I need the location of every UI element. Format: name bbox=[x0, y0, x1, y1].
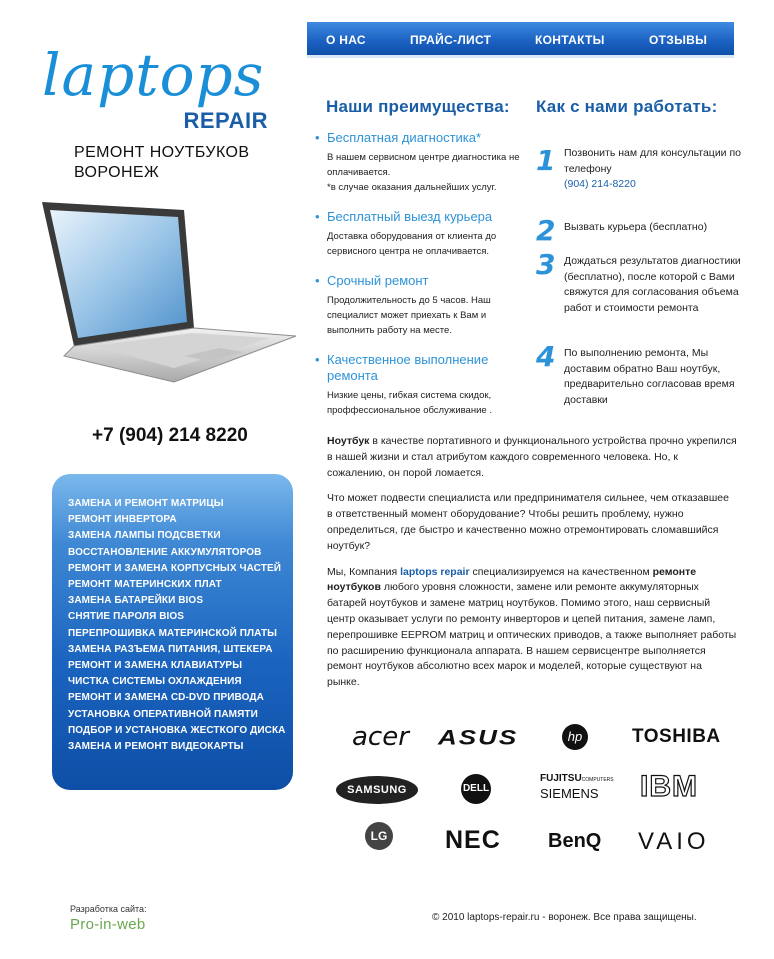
service-link[interactable]: ЧИСТКА СИСТЕМЫ ОХЛАЖДЕНИЯ bbox=[68, 676, 242, 688]
acer-logo: acer bbox=[352, 722, 409, 752]
step-item bbox=[536, 338, 742, 408]
article-paragraph bbox=[327, 565, 737, 691]
service-link[interactable]: ВОССТАНОВЛЕНИЕ АККУМУЛЯТОРОВ bbox=[68, 546, 262, 558]
step-text: По выполнению ремонта, Мы доставим обратно Ваш ноутбук, предварительно согласовав время доставки bbox=[564, 347, 735, 406]
computers-text: COMPUTERS bbox=[581, 777, 614, 783]
article-paragraph bbox=[327, 434, 737, 481]
service-link[interactable]: РЕМОНТ И ЗАМЕНА КОРПУСНЫХ ЧАСТЕЙ bbox=[68, 562, 282, 574]
site-logo[interactable] bbox=[42, 40, 282, 140]
service-link[interactable]: ПЕРЕПРОШИВКА МАТЕРИНСКОЙ ПЛАТЫ bbox=[68, 627, 278, 639]
company-name-link[interactable]: laptops repair bbox=[400, 565, 470, 578]
article-span: Мы, Компания bbox=[327, 565, 401, 578]
brand-logos bbox=[330, 710, 730, 860]
nav-reviews[interactable]: ОТЗЫВЫ bbox=[649, 33, 708, 47]
step-number: 4 bbox=[536, 340, 556, 373]
nav-price-list[interactable]: ПРАЙС-ЛИСТ bbox=[410, 33, 492, 47]
advantage-title: • Бесплатная диагностика* bbox=[327, 130, 482, 145]
steps-list bbox=[536, 132, 742, 408]
advantage-desc: Доставка оборудования от клиента до сервисного центра не оплачивается. bbox=[327, 231, 497, 257]
article-bold: Ноутбук bbox=[327, 435, 370, 447]
laptop-illustration bbox=[34, 196, 306, 386]
advantages-heading: Наши преимущества: bbox=[326, 97, 510, 116]
step-item bbox=[536, 146, 742, 210]
nav-contacts[interactable]: КОНТАКТЫ bbox=[535, 33, 605, 47]
advantages-list bbox=[313, 130, 523, 432]
service-link[interactable]: ЗАМЕНА ЛАМПЫ ПОДСВЕТКИ bbox=[68, 530, 221, 542]
asus-logo: ASUS bbox=[438, 725, 519, 750]
service-link[interactable]: ЗАМЕНА И РЕМОНТ ВИДЕОКАРТЫ bbox=[68, 741, 244, 753]
nec-logo: NEC bbox=[445, 826, 501, 854]
samsung-logo: SAMSUNG bbox=[336, 776, 418, 804]
service-link[interactable]: РЕМОНТ ИНВЕРТОРА bbox=[68, 514, 177, 526]
advantage-title: • Срочный ремонт bbox=[327, 273, 429, 288]
service-link[interactable]: РЕМОНТ И ЗАМЕНА КЛАВИАТУРЫ bbox=[68, 660, 243, 672]
advantage-note: *в случае оказания дальнейших услуг. bbox=[327, 182, 497, 193]
fujitsu-siemens-logo bbox=[540, 772, 614, 802]
tagline: РЕМОНТ НОУТБУКОВ ВОРОНЕЖ bbox=[74, 144, 250, 181]
vaio-logo: VAIO bbox=[638, 828, 710, 855]
contact-phone[interactable]: +7 (904) 214 8220 bbox=[92, 425, 248, 446]
dell-logo: DELL bbox=[461, 774, 491, 804]
article-paragraph: Что может подвести специалиста или предпринимателя сильнее, чем отказавшее в ответственный момент оборудование? Чтобы решить проблему, нужно определиться, где быстро и качественно можно отремонтировать сломавшийся ноутбук? bbox=[327, 492, 729, 552]
article-span: специализируемся на качественном bbox=[469, 565, 653, 578]
service-link[interactable]: ЗАМЕНА И РЕМОНТ МАТРИЦЫ bbox=[68, 498, 224, 509]
service-link[interactable]: РЕМОНТ И ЗАМЕНА CD-DVD ПРИВОДА bbox=[68, 692, 264, 704]
step-number: 1 bbox=[536, 144, 556, 177]
step-text: Дождаться результатов диагностики (бесплатно), после которой с Вами свяжутся для согласования объема работ и стоимости ремонта bbox=[564, 255, 741, 314]
step-phone[interactable]: (904) 214-8220 bbox=[564, 178, 636, 190]
top-nav bbox=[307, 22, 734, 58]
service-link[interactable]: УСТАНОВКА ОПЕРАТИВНОЙ ПАМЯТИ bbox=[68, 708, 258, 720]
service-link[interactable]: ПОДБОР И УСТАНОВКА ЖЕСТКОГО ДИСКА bbox=[68, 724, 286, 736]
logo-script-text: laptops bbox=[42, 41, 265, 109]
advantage-desc: В нашем сервисном центре диагностика не оплачивается. bbox=[327, 152, 520, 178]
advantage-item bbox=[313, 130, 523, 195]
advantage-item bbox=[313, 352, 523, 418]
article-span: любого уровня сложности, замене или ремонте аккумуляторных батарей ноутбуков и замене матриц ноутбуков. Помимо этого, наш сервисный центр оказывает услуги по ремонту инверторов и цепей питания, замене ламп, перепрошивке EEPROM матриц и оптических приводов, а также выполняет работы по расширению функционала аппарата. В нашем сервисцентре выполняется ремонт ноутбуков абсолютно всех марок и моделей, которые существуют на рынке. bbox=[327, 581, 737, 689]
services-panel bbox=[52, 474, 293, 790]
toshiba-logo: TOSHIBA bbox=[632, 726, 721, 747]
ibm-logo: IBM bbox=[640, 770, 698, 803]
advantage-desc: Продолжительность до 5 часов. Наш специалист может приехать к Вам и выполнить работу на месте. bbox=[327, 295, 491, 336]
step-item bbox=[536, 244, 742, 338]
logo-repair-text: REPAIR bbox=[183, 108, 268, 133]
developer-logo[interactable]: Pro-in-web bbox=[70, 916, 146, 933]
services-list bbox=[68, 496, 293, 755]
step-text: Позвонить нам для консультации по телефону bbox=[564, 147, 741, 175]
advantage-title: • Бесплатный выезд курьера bbox=[327, 209, 493, 224]
copyright: © 2010 laptops-repair.ru - воронеж. Все права защищены. bbox=[432, 912, 697, 923]
article-text bbox=[327, 434, 737, 701]
article-span: в качестве портативного и функционального устройства прочно укрепился в нашей жизни и стал атрибутом каждого современного человека. Но, к сожалению, он порой ломается. bbox=[327, 435, 737, 479]
step-item bbox=[536, 210, 742, 247]
advantage-item bbox=[313, 209, 523, 259]
benq-logo: BenQ bbox=[548, 830, 602, 852]
service-link[interactable]: РЕМОНТ МАТЕРИНСКИХ ПЛАТ bbox=[68, 579, 222, 591]
advantage-title: • Качественное выполнение ремонта bbox=[327, 352, 489, 383]
siemens-text: SIEMENS bbox=[540, 786, 599, 801]
advantage-desc: Низкие цены, гибкая система скидок, проффессиональное обслуживание . bbox=[327, 390, 492, 416]
step-number: 3 bbox=[536, 248, 556, 281]
service-link[interactable]: ЗАМЕНА БАТАРЕЙКИ BIOS bbox=[68, 595, 204, 607]
fujitsu-text: FUJITSU bbox=[540, 773, 582, 784]
service-link[interactable]: СНЯТИЕ ПАРОЛЯ BIOS bbox=[68, 611, 185, 623]
nav-about[interactable]: О НАС bbox=[326, 33, 366, 47]
step-number: 2 bbox=[536, 214, 556, 247]
developer-label: Разработка сайта: bbox=[70, 904, 147, 914]
hp-logo: hp bbox=[562, 724, 588, 750]
article-bold: ремонте ноутбуков bbox=[327, 565, 697, 594]
advantage-item bbox=[313, 273, 523, 338]
lg-logo: LG bbox=[365, 822, 393, 850]
service-link[interactable]: ЗАМЕНА РАЗЪЕМА ПИТАНИЯ, ШТЕКЕРА bbox=[68, 643, 273, 655]
steps-heading: Как с нами работать: bbox=[536, 97, 718, 116]
step-text: Вызвать курьера (бесплатно) bbox=[564, 221, 708, 233]
